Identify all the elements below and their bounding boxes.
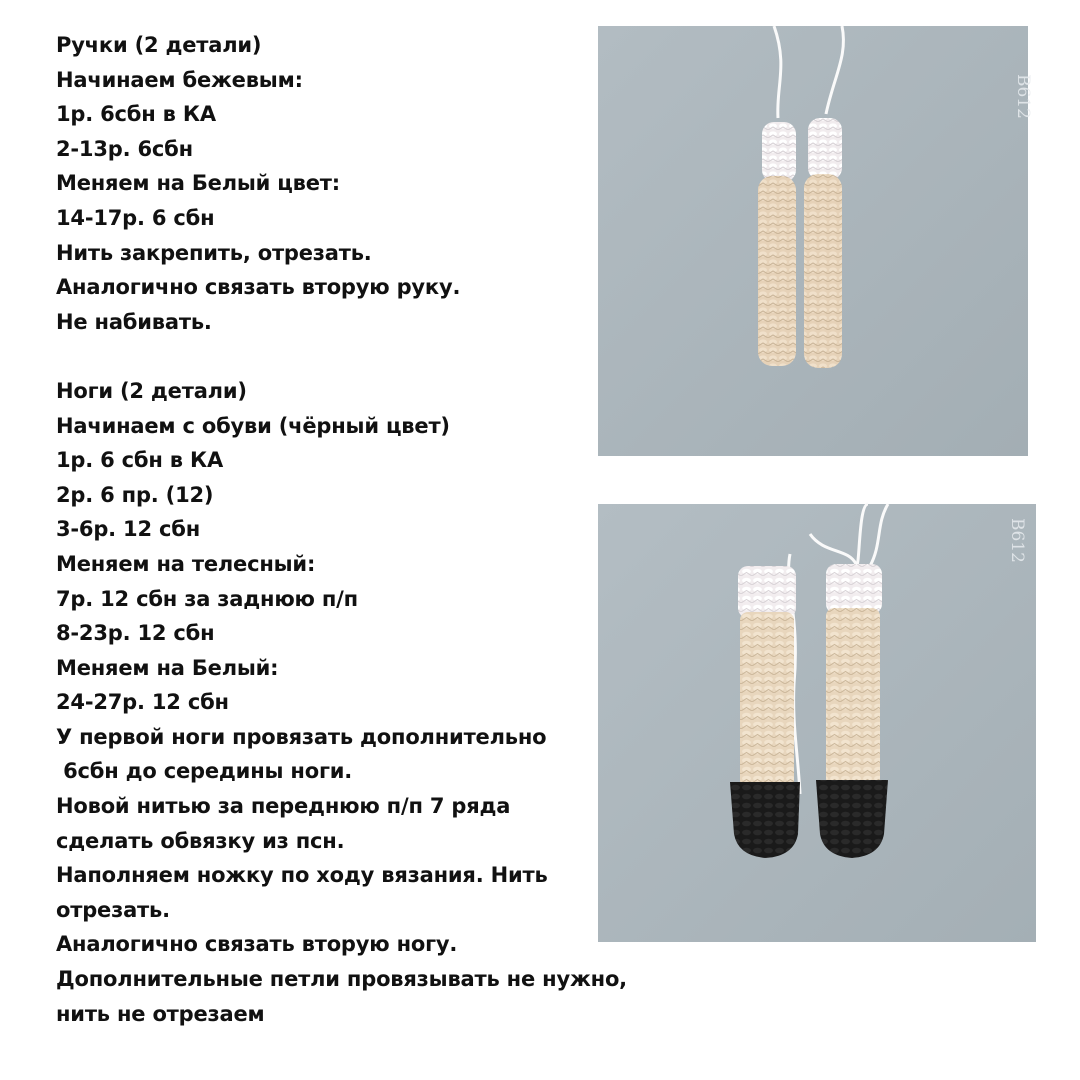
watermark [1007, 518, 1027, 563]
instruction-line: 3-6р. 12 сбн [56, 517, 201, 542]
instruction-line: отрезать. [56, 897, 170, 922]
instruction-line: 2-13р. 6сбн [56, 136, 193, 161]
instruction-line: У первой ноги провязать дополнительно [56, 724, 547, 749]
arms-photo [598, 26, 1033, 456]
photo-background [598, 504, 1036, 942]
instruction-line: 14-17р. 6 сбн [56, 205, 215, 230]
instruction-line: Новой нитью за переднюю п/п 7 ряда [56, 794, 511, 819]
instruction-line: 6сбн до середины ноги. [56, 759, 353, 784]
instruction-line: Меняем на Белый: [56, 655, 279, 680]
legs-title: Ноги (2 детали) [56, 378, 247, 403]
instruction-line: Меняем на телесный: [56, 551, 316, 576]
watermark-text: B612 [1013, 74, 1033, 119]
instruction-line: сделать обвязку из псн. [56, 828, 345, 853]
watermark-text: B612 [1007, 518, 1027, 563]
instruction-line: 8-23р. 12 сбн [56, 621, 215, 646]
arms-photo-illustration [598, 26, 1033, 456]
instruction-line: Не набивать. [56, 309, 212, 334]
legs-photo-illustration [598, 504, 1036, 942]
instruction-line: 1р. 6сбн в КА [56, 102, 216, 127]
instruction-line: нить не отрезаем [56, 1001, 265, 1026]
instruction-line: Наполняем ножку по ходу вязания. Нить [56, 863, 548, 888]
left-arm-piece [758, 122, 796, 366]
right-arm-piece [804, 118, 842, 368]
left-leg-piece [730, 566, 800, 858]
instruction-line: 24-27р. 12 сбн [56, 690, 229, 715]
instruction-line: Начинаем бежевым: [56, 67, 303, 92]
instruction-line: 1р. 6 сбн в КА [56, 448, 224, 473]
arms-title: Ручки (2 детали) [56, 33, 262, 57]
instruction-line: Меняем на Белый цвет: [56, 171, 340, 196]
instruction-line: Аналогично связать вторую ногу. [56, 932, 458, 957]
instruction-line: Начинаем с обуви (чёрный цвет) [56, 413, 450, 438]
legs-photo [598, 504, 1036, 942]
instruction-line: Нить закрепить, отрезать. [56, 240, 372, 265]
instruction-line: 2р. 6 пр. (12) [56, 482, 214, 507]
instruction-line: Дополнительные петли провязывать не нужно, [56, 967, 627, 992]
instruction-line: 7р. 12 сбн за заднюю п/п [56, 586, 358, 611]
instruction-line: Аналогично связать вторую руку. [56, 275, 461, 300]
watermark [1013, 74, 1033, 119]
